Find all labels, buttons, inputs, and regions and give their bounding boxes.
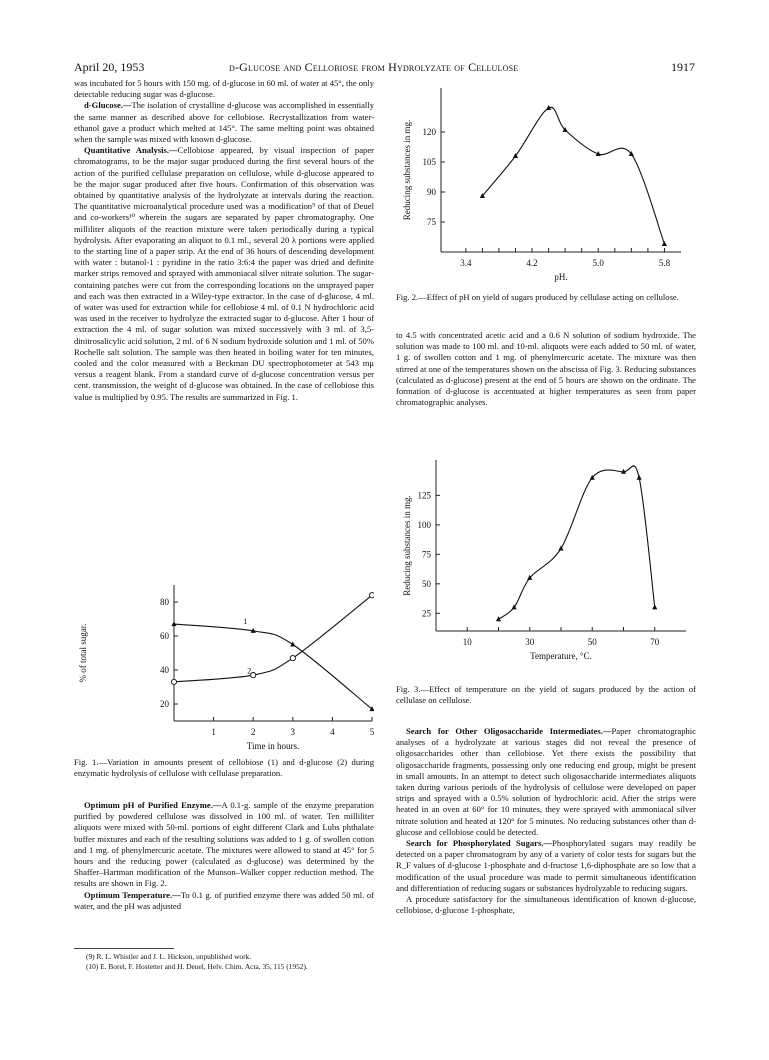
y-tick-label: 50 <box>422 578 431 589</box>
paragraph: d-Glucose.—The isolation of crystalline d-glucose was accomplished in essentially the same manner as described above for cellobiose. Recrystallization from water-ethanol gave a product which melted at 145°. The same melting point was obtained when the sample was mixed with known d-glucose. <box>74 100 374 145</box>
paragraph: Search for Phosphorylated Sugars.—Phosphorylated sugars may readily be detected on a paper chromatogram by any of a variety of color tests for sugars but the R_F values of d-glucose 1-phosphate and d-fructose 1,6-diphosphate are so low that a modification of the usual procedure was made to permit simultaneous identification and differentiation of reducing sugars or substances hydrolyzable to reducing sugars. <box>396 838 696 893</box>
y-tick-label: 20 <box>160 699 169 709</box>
section-heading: Optimum Temperature.— <box>84 889 181 900</box>
x-tick-label: 1 <box>211 727 216 737</box>
x-tick-label: 2 <box>250 727 256 737</box>
data-point <box>369 593 374 598</box>
y-tick-label: 25 <box>422 608 431 619</box>
section-heading: Quantitative Analysis.— <box>84 145 178 156</box>
data-point <box>251 673 256 678</box>
series-label: 1 <box>243 617 248 627</box>
y-tick-label: 40 <box>160 665 169 675</box>
figure-2-caption: Fig. 2.—Effect of pH on yield of sugars produced by cellulase acting on cellulose. <box>396 292 679 302</box>
series-line <box>174 624 372 709</box>
y-tick-label: 120 <box>422 127 436 137</box>
series-line <box>499 466 655 619</box>
figure-1-chart <box>74 565 374 753</box>
y-tick-label: 80 <box>160 597 169 607</box>
section-heading: Optimum pH of Purified Enzyme.— <box>84 800 222 810</box>
data-point <box>171 621 176 626</box>
y-tick-label: 75 <box>422 549 431 560</box>
figure-3-caption: Fig. 3.—Effect of temperature on the yield of sugars produced by the action of cellulase on cellulose. <box>396 684 696 706</box>
x-tick-label: 4 <box>330 727 335 737</box>
x-tick-label: 5.0 <box>592 258 604 268</box>
data-point <box>171 679 176 684</box>
y-tick-label: 100 <box>417 519 431 530</box>
header-title: d-Glucose and Cellobiose from Hydrolyzate of Cellulose <box>229 60 519 74</box>
data-point <box>290 642 295 647</box>
section-heading: Search for Phosphorylated Sugars.— <box>406 838 553 849</box>
x-tick-label: 4.2 <box>526 258 538 268</box>
x-axis-label: pH. <box>554 272 568 282</box>
y-tick-label: 75 <box>427 217 436 227</box>
y-tick-label: 90 <box>427 187 436 197</box>
x-tick-label: 3.4 <box>460 258 472 268</box>
x-tick-label: 5.8 <box>658 258 671 268</box>
section-heading: Search for Other Oligosaccharide Intermediates.— <box>406 726 612 736</box>
x-tick-label: 5 <box>369 727 374 737</box>
y-axis-label: % of total sugar. <box>78 623 88 683</box>
y-axis-label: Reducing substances in mg. <box>402 495 412 596</box>
header-date: April 20, 1953 <box>74 60 145 74</box>
x-axis-label: Temperature, °C. <box>530 651 592 661</box>
paragraph: A procedure satisfactory for the simultaneous identification of known d-glucose, cellobiose, d-glucose 1-phosphate, <box>396 894 696 916</box>
y-tick-label: 105 <box>422 157 436 167</box>
right-column-bottom <box>396 726 696 916</box>
y-axis-label: Reducing substances in mg. <box>402 119 412 221</box>
data-point <box>637 475 642 480</box>
figure-1-caption: Fig. 1.—Variation in amounts present of cellobiose (1) and d-glucose (2) during enzymatic hydrolysis of cellulose with cellulase preparation. <box>74 757 374 779</box>
figure-2-chart <box>396 80 696 290</box>
x-tick-label: 70 <box>650 637 660 647</box>
data-point <box>496 616 501 621</box>
left-column-bottom <box>74 800 374 912</box>
data-point <box>662 241 667 246</box>
x-tick-label: 10 <box>462 637 472 647</box>
y-tick-label: 60 <box>160 631 169 641</box>
paragraph: Optimum Temperature.—To 0.1 g. of purified enzyme there was added 50 ml. of water, and the pH was adjusted <box>74 889 374 911</box>
paragraph: was incubated for 5 hours with 150 mg. of d-glucose in 60 ml. of water at 45°, the only detectable reducing sugar was d-glucose. <box>74 78 374 100</box>
paragraph: Optimum pH of Purified Enzyme.—A 0.1-g. sample of the enzyme preparation purified by powdered cellulose was dissolved in 100 ml. of water. Ten milliliter aliquots were mixed with 50-ml. portions of eight different Clark and Lubs phthalate buffer mixtures and each of the resulting solutions was added to 1 g. of swollen cotton and 1 mg. of phenylmercuric acetate. The mixtures were allowed to stand at 45° for 5 hours and the reducing power (calculated as d-glucose) was determined by the Shaffer–Hartman modification of the Munson–Walker copper reduction method. The results are shown in Fig. 2. <box>74 800 374 889</box>
series-line <box>482 107 664 244</box>
series-label: 2 <box>247 666 252 676</box>
y-tick-label: 125 <box>417 490 431 501</box>
data-point <box>652 604 657 609</box>
x-tick-label: 50 <box>587 637 597 647</box>
footnote: (10) E. Borel, F. Hostetter and H. Deuel, Helv. Chim. Acta, 35, 115 (1952). <box>86 962 308 971</box>
figure-3-chart <box>396 455 696 680</box>
left-column-top <box>74 78 374 403</box>
x-axis-label: Time in hours. <box>246 741 300 751</box>
series-line <box>174 595 372 682</box>
paragraph: to 4.5 with concentrated acetic acid and a 0.6 N solution of sodium hydroxide. The solution was made to 100 ml. and 10-ml. aliquots were each added to 50 ml. of water, 1 g. of swollen cotton and 1 mg. of phenylmercuric acetate. The mixture was then stirred at one of the temperatures shown on the abscissa of Fig. 3. Reducing substances (calculated as d-glucose) present at the end of 5 hours are shown on the ordinate. The formation of d-glucose is accentuated at higher temperatures as seen from paper chromatographic analyses. <box>396 330 696 408</box>
paragraph: Search for Other Oligosaccharide Intermediates.—Paper chromatographic analyses of a hydrolyzate at various stages did not reveal the presence of oligosaccharides other than cellobiose. Yet there exists the possibility that oligosaccharide fragments, possessing only one reducing end group, might be present in small amounts. In an attempt to detect such oligosaccharide intermediates aliquots taken during various periods of the hydrolysis of cellulose were developed on paper strips and sprayed with a 0.5% solution of hydrochloric acid. After the strips were heated in an oven at 60° for 10 minutes, they were sprayed with ammoniacal silver nitrate solution and heated at 120° for 5 minutes. No reducing substances other than d-glucose and cellobiose could be detected. <box>396 726 696 837</box>
data-point <box>290 656 295 661</box>
paragraph: Quantitative Analysis.—Cellobiose appeared, by visual inspection of paper chromatograms, to be the major sugar produced during the first several hours of the action of the purified cellulase preparation on cellulose, while d-glucose appeared to be the major sugar produced after five hours. Confirmation of this observation was obtained by quantitative analysis of the hydrolyzate at intervals during the reaction. The quantitative microanalytical procedure used was a modification⁹ of that of Deuel and co-workers¹⁰ wherein the sugars are separated by paper chromatography. One milliliter aliquots of the reaction mixture were taken periodically during a typical hydrolysis. After evaporating an aliquot to 0.1 ml., several 20 λ portions were applied to the starting line of a paper strip. At the end of 36 hours of descending development with water : butanol-1 : pyridine in the ratio 3:6:4 the paper was dried and definite marker strips removed and sprayed with ammoniacal silver nitrate solution. The sugar-containing patches were cut from the corresponding locations on the unsprayed paper and each was then extracted in a Wiley-type extractor. In the case of d-glucose, 4 ml. of water was used for extraction while for cellobiose 4 ml. of 0.1 N hydrochloric acid was used in the receiver to hydrolyze the extracted sugar to d-glucose. After 1 hour of extraction the 4 ml. of sugar solution was mixed successively with 3 ml. of 3,5-dinitrosalicylic acid solution, 2 ml. of 6 N sodium hydroxide solution and 1 ml. of 50% Rochelle salt solution. The sample was then heated in boiling water for ten minutes, cooled and the color measured with a Beckman DU spectrophotometer at 543 mμ versus a reagent blank. From a standard curve of d-glucose concentration versus per cent. transmission, the weight of d-glucose was obtained. In the case of cellobiose this value is multiplied by 0.95. The results are summarized in Fig. 1. <box>74 145 374 402</box>
footnote: (9) R. L. Whistler and J. L. Hickson, unpublished work. <box>86 952 252 961</box>
x-tick-label: 3 <box>290 727 296 737</box>
right-column-middle <box>396 330 696 408</box>
x-tick-label: 30 <box>525 637 535 647</box>
page-number: 1917 <box>671 60 695 74</box>
section-heading: d-Glucose.— <box>84 100 132 111</box>
footnote-divider <box>74 948 174 949</box>
